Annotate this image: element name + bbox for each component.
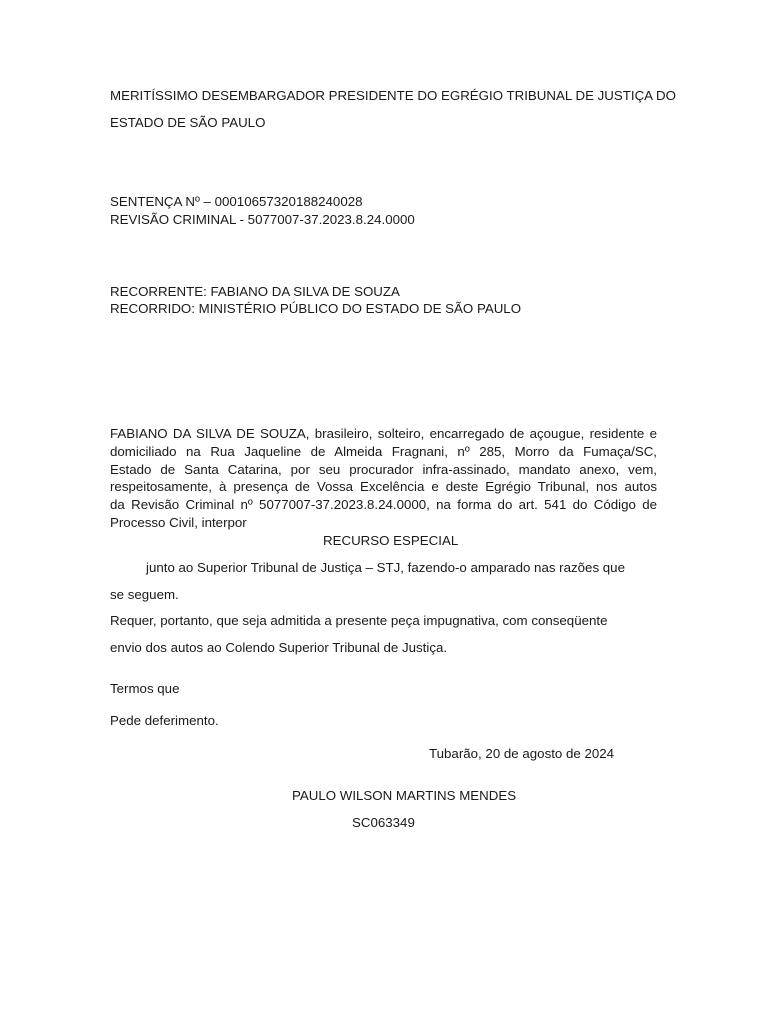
request-deferral-text: Pede deferimento.: [110, 713, 219, 728]
petition-line-4: respeitosamente, à presença de Vossa Excelência e deste Egrégio Tribunal, nos autos: [110, 479, 657, 494]
signer-registration: SC063349: [352, 815, 415, 830]
sentence-number: SENTENÇA Nº – 00010657320188240028: [110, 194, 363, 209]
statement-line-2: se seguem.: [110, 587, 179, 602]
appellee: RECORRIDO: MINISTÉRIO PÚBLICO DO ESTADO DE SÃO PAULO: [110, 301, 522, 316]
request-line-2: envio dos autos ao Colendo Superior Tribunal de Justiça.: [110, 640, 448, 655]
terms-text: Termos que: [110, 681, 180, 696]
petition-line-3: Estado de Santa Catarina, por seu procurador infra-assinado, mandato anexo, vem,: [110, 462, 657, 477]
signer-name: PAULO WILSON MARTINS MENDES: [292, 788, 517, 803]
statement-line-1: junto ao Superior Tribunal de Justiça – STJ, fazendo-o amparado nas razões que: [146, 560, 625, 575]
petition-line-1: FABIANO DA SILVA DE SOUZA, brasileiro, solteiro, encarregado de açougue, residente e: [110, 426, 657, 441]
addressee-line-2: ESTADO DE SÃO PAULO: [110, 115, 266, 130]
petition-line-5: da Revisão Criminal nº 5077007-37.2023.8.24.0000, na forma do art. 541 do Código de: [110, 497, 657, 512]
request-line-1: Requer, portanto, que seja admitida a presente peça impugnativa, com conseqüente: [110, 613, 608, 628]
petition-line-2: domiciliado na Rua Jaqueline de Almeida Fragnani, nº 285, Morro da Fumaça/SC,: [110, 444, 657, 459]
addressee-line-1: MERITÍSSIMO DESEMBARGADOR PRESIDENTE DO EGRÉGIO TRIBUNAL DE JUSTIÇA DO: [110, 88, 676, 103]
criminal-revision-number: REVISÃO CRIMINAL - 5077007-37.2023.8.24.0000: [110, 212, 415, 227]
appellant: RECORRENTE: FABIANO DA SILVA DE SOUZA: [110, 284, 400, 299]
place-and-date: Tubarão, 20 de agosto de 2024: [429, 746, 615, 761]
petition-line-6: Processo Civil, interpor: [110, 515, 247, 530]
appeal-title: RECURSO ESPECIAL: [323, 533, 459, 548]
